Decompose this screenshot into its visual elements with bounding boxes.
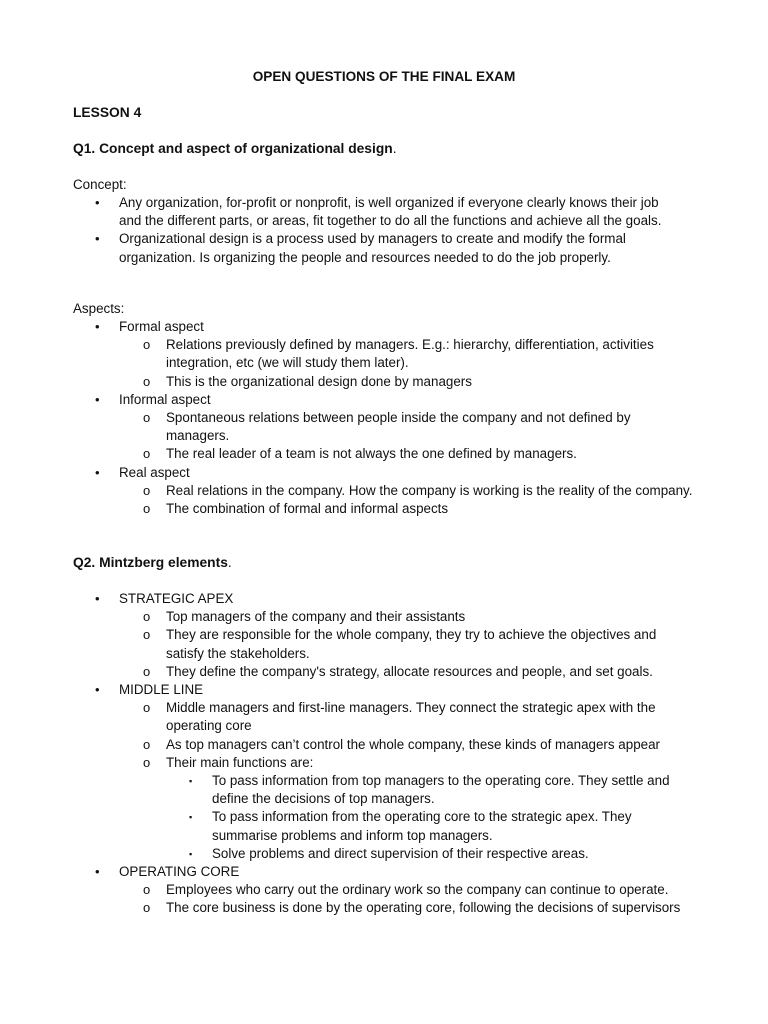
- lesson-heading: LESSON 4: [73, 105, 142, 120]
- element-item: [0, 681, 684, 699]
- element-subitem-text: They are responsible for the whole company, they try to achieve the objectives and satisfy the stakeholders.: [166, 627, 657, 661]
- element-subitem: [0, 626, 694, 662]
- element-subitem: [0, 899, 694, 917]
- aspects-label: Aspects:: [73, 301, 125, 316]
- square-marker: ▪: [189, 812, 193, 823]
- bullet-marker: •: [95, 391, 100, 407]
- aspect-subitem: [0, 445, 694, 463]
- function-item: [0, 808, 694, 844]
- element-item: [0, 590, 684, 608]
- aspects-list: [0, 318, 768, 518]
- element-subitem-text: As top managers can’t control the whole company, these kinds of managers appear: [166, 736, 660, 752]
- element-label: STRATEGIC APEX: [119, 591, 234, 606]
- square-marker: ▪: [189, 848, 193, 859]
- circle-marker: o: [143, 736, 151, 752]
- concept-label: Concept:: [73, 177, 127, 192]
- q2-heading-period: .: [227, 555, 232, 570]
- aspect-label: Real aspect: [119, 464, 190, 480]
- circle-marker: o: [143, 663, 151, 679]
- aspect-subitem-text: This is the organizational design done by managers: [166, 373, 472, 389]
- circle-marker: o: [143, 410, 151, 426]
- concept-list: [0, 194, 768, 267]
- element-subitem: [0, 881, 694, 899]
- concept-item: [0, 194, 684, 230]
- element-subitem-text: Employees who carry out the ordinary work so the company can continue to operate.: [166, 882, 669, 898]
- circle-marker: o: [143, 501, 151, 517]
- element-subitem-text: The core business is done by the operating core, following the decisions of supervisors: [166, 900, 681, 916]
- function-item: [0, 772, 694, 808]
- circle-marker: o: [143, 373, 151, 389]
- concept-item-text: Organizational design is a process used by managers to create and modify the formal organization. Is organizing the people and resources needed to do the job properly.: [119, 231, 626, 265]
- bullet-marker: •: [95, 864, 100, 880]
- function-item: [0, 845, 694, 863]
- circle-marker: o: [143, 337, 151, 353]
- circle-marker: o: [143, 700, 151, 716]
- q2-heading-text: Q2. Mintzberg elements: [73, 555, 228, 570]
- aspect-label: Informal aspect: [119, 391, 211, 407]
- aspect-item: [0, 318, 684, 336]
- concept-item: [0, 230, 684, 266]
- element-item: [0, 863, 684, 881]
- q1-heading-text: Q1. Concept and aspect of organizational design: [73, 141, 393, 156]
- element-subitem-text: Middle managers and first-line managers. They connect the strategic apex with the operating core: [166, 700, 656, 734]
- function-item-text: To pass information from top managers to the operating core. They settle and define the decisions of top managers.: [212, 773, 670, 807]
- q1-heading-period: .: [392, 141, 397, 156]
- circle-marker: o: [143, 882, 151, 898]
- bullet-marker: •: [95, 195, 100, 210]
- element-subitem: [0, 699, 694, 735]
- circle-marker: o: [143, 627, 151, 643]
- aspect-subitem-text: The combination of formal and informal aspects: [166, 501, 449, 517]
- element-subitem: [0, 608, 694, 626]
- aspect-item: [0, 464, 684, 482]
- aspect-subitem: [0, 482, 694, 500]
- aspect-subitem: [0, 336, 694, 372]
- bullet-marker: •: [95, 319, 100, 334]
- circle-marker: o: [143, 482, 151, 498]
- aspect-subitem-text: Spontaneous relations between people inside the company and not defined by managers.: [166, 410, 631, 444]
- element-subitem: [0, 736, 694, 754]
- aspect-label: Formal aspect: [119, 319, 204, 334]
- document-title: OPEN QUESTIONS OF THE FINAL EXAM: [252, 69, 516, 84]
- bullet-marker: •: [95, 591, 100, 606]
- square-marker: ▪: [189, 776, 193, 787]
- element-subitem-text: They define the company's strategy, allocate resources and people, and set goals.: [166, 663, 653, 679]
- element-label: MIDDLE LINE: [119, 682, 204, 698]
- bullet-marker: •: [95, 682, 100, 698]
- bullet-marker: •: [95, 464, 100, 480]
- q2-heading: [73, 554, 232, 572]
- q1-heading: [73, 140, 397, 158]
- circle-marker: o: [143, 900, 151, 916]
- aspect-subitem-text: Relations previously defined by managers. E.g.: hierarchy, differentiation, activities integration, etc (we will study them later).: [166, 337, 654, 371]
- mintzberg-list: [0, 590, 768, 918]
- aspect-subitem-text: Real relations in the company. How the company is working is the reality of the company.: [166, 482, 693, 498]
- aspect-subitem: [0, 500, 694, 518]
- function-item-text: Solve problems and direct supervision of their respective areas.: [212, 845, 589, 861]
- element-subitem: [0, 754, 694, 772]
- concept-item-text: Any organization, for-profit or nonprofit, is well organized if everyone clearly knows their job and the different parts, or areas, fit together to do all the functions and achieve all the goals.: [119, 195, 662, 229]
- circle-marker: o: [143, 446, 151, 462]
- element-label: OPERATING CORE: [119, 864, 240, 880]
- element-subitem: [0, 663, 694, 681]
- element-subitem-text: Their main functions are:: [166, 754, 314, 770]
- bullet-marker: •: [95, 231, 100, 247]
- circle-marker: o: [143, 754, 151, 770]
- aspect-item: [0, 391, 684, 409]
- aspect-subitem: [0, 373, 694, 391]
- circle-marker: o: [143, 609, 151, 625]
- aspect-subitem: [0, 409, 694, 445]
- function-item-text: To pass information from the operating core to the strategic apex. They summarise problems and inform top managers.: [212, 809, 632, 843]
- aspect-subitem-text: The real leader of a team is not always the one defined by managers.: [166, 446, 577, 462]
- element-subitem-text: Top managers of the company and their assistants: [166, 609, 466, 625]
